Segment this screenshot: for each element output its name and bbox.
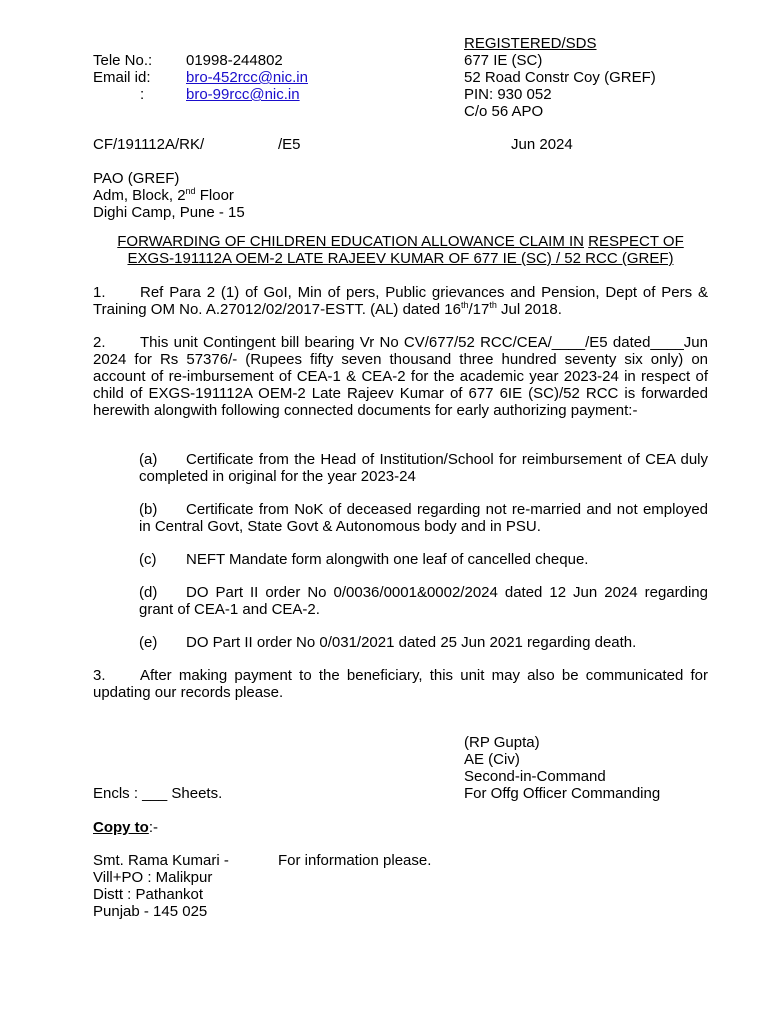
- signatory-appointment: Second-in-Command: [464, 768, 606, 785]
- unit-line-3: PIN: 930 052: [464, 86, 552, 103]
- file-number: CF/191112A/RK/: [93, 136, 205, 153]
- email-label-2: :: [140, 86, 145, 103]
- copy-to-line-2: Vill+PO : Malikpur: [93, 869, 213, 886]
- paragraph-2: 2. This unit Contingent bill bearing Vr No CV/677/52 RCC/CEA/____/E5 dated____Jun 2024 for Rs 57376/- (Rupees fifty seven thousand three hundred seventy six only) on account of re-imbursement of CEA-1 & CEA-2 for the academic year 2023-24 in respect of child of EXGS-191112A OEM-2 Late Rajeev Kumar of 677 6IE (SC)/52 RCC is forwarded herewith alongwith following connected documents for early authorizing payment:-: [93, 334, 708, 419]
- addressee-line-1: PAO (GREF): [93, 170, 180, 187]
- subject-line-2: EXGS-191112A OEM-2 LATE RAJEEV KUMAR OF 677 IE (SC) / 52 RCC (GREF): [127, 250, 674, 267]
- email-link-1[interactable]: bro-452rcc@nic.in: [186, 69, 308, 86]
- registered-label: REGISTERED/SDS: [464, 35, 597, 52]
- copy-to-line-3: Distt : Pathankot: [93, 886, 204, 903]
- unit-line-2: 52 Road Constr Coy (GREF): [464, 69, 656, 86]
- tele-value: 01998-244802: [186, 52, 283, 69]
- paragraph-1: 1. Ref Para 2 (1) of GoI, Min of pers, Public grievances and Pension, Dept of Pers & Training OM No. A.27012/02/2017-ESTT. (AL) dated 16th/17th Jul 2018.: [93, 284, 708, 318]
- subject-line-1: FORWARDING OF CHILDREN EDUCATION ALLOWANCE CLAIM IN RESPECT OF: [117, 233, 684, 250]
- unit-line-4: C/o 56 APO: [464, 103, 544, 120]
- copy-to-heading: Copy to:-: [93, 819, 158, 836]
- signatory-rank: AE (Civ): [464, 751, 520, 768]
- copy-to-note: For information please.: [278, 852, 432, 869]
- signatory-for-line: For Offg Officer Commanding: [464, 785, 661, 802]
- list-item-e: (e) DO Part II order No 0/031/2021 dated 25 Jun 2021 regarding death.: [139, 634, 637, 651]
- addressee-line-3: Dighi Camp, Pune - 15: [93, 204, 245, 221]
- signatory-name: (RP Gupta): [464, 734, 540, 751]
- unit-line-1: 677 IE (SC): [464, 52, 543, 69]
- list-item-b: (b) Certificate from NoK of deceased regarding not re-married and not employed in Central Govt, State Govt & Autonomous body and in PSU.: [139, 501, 708, 535]
- list-item-a: (a) Certificate from the Head of Institution/School for reimbursement of CEA duly completed in original for the year 2023-24: [139, 451, 708, 485]
- email-link-2[interactable]: bro-99rcc@nic.in: [186, 86, 300, 103]
- list-item-c: (c) NEFT Mandate form alongwith one leaf of cancelled cheque.: [139, 551, 589, 568]
- enclosures: Encls : ___ Sheets.: [93, 785, 223, 802]
- file-suffix: /E5: [278, 136, 301, 153]
- paragraph-3: 3. After making payment to the beneficiary, this unit may also be communicated for updating our records please.: [93, 667, 708, 701]
- copy-to-line-4: Punjab - 145 025: [93, 903, 208, 920]
- list-item-d: (d) DO Part II order No 0/0036/0001&0002/2024 dated 12 Jun 2024 regarding grant of CEA-1 and CEA-2.: [139, 584, 708, 618]
- email-label: Email id:: [93, 69, 151, 86]
- addressee-line-2: Adm, Block, 2nd Floor: [93, 186, 234, 204]
- tele-label: Tele No.:: [93, 52, 153, 69]
- copy-to-line-1: Smt. Rama Kumari -: [93, 852, 229, 869]
- letter-date: Jun 2024: [511, 136, 573, 153]
